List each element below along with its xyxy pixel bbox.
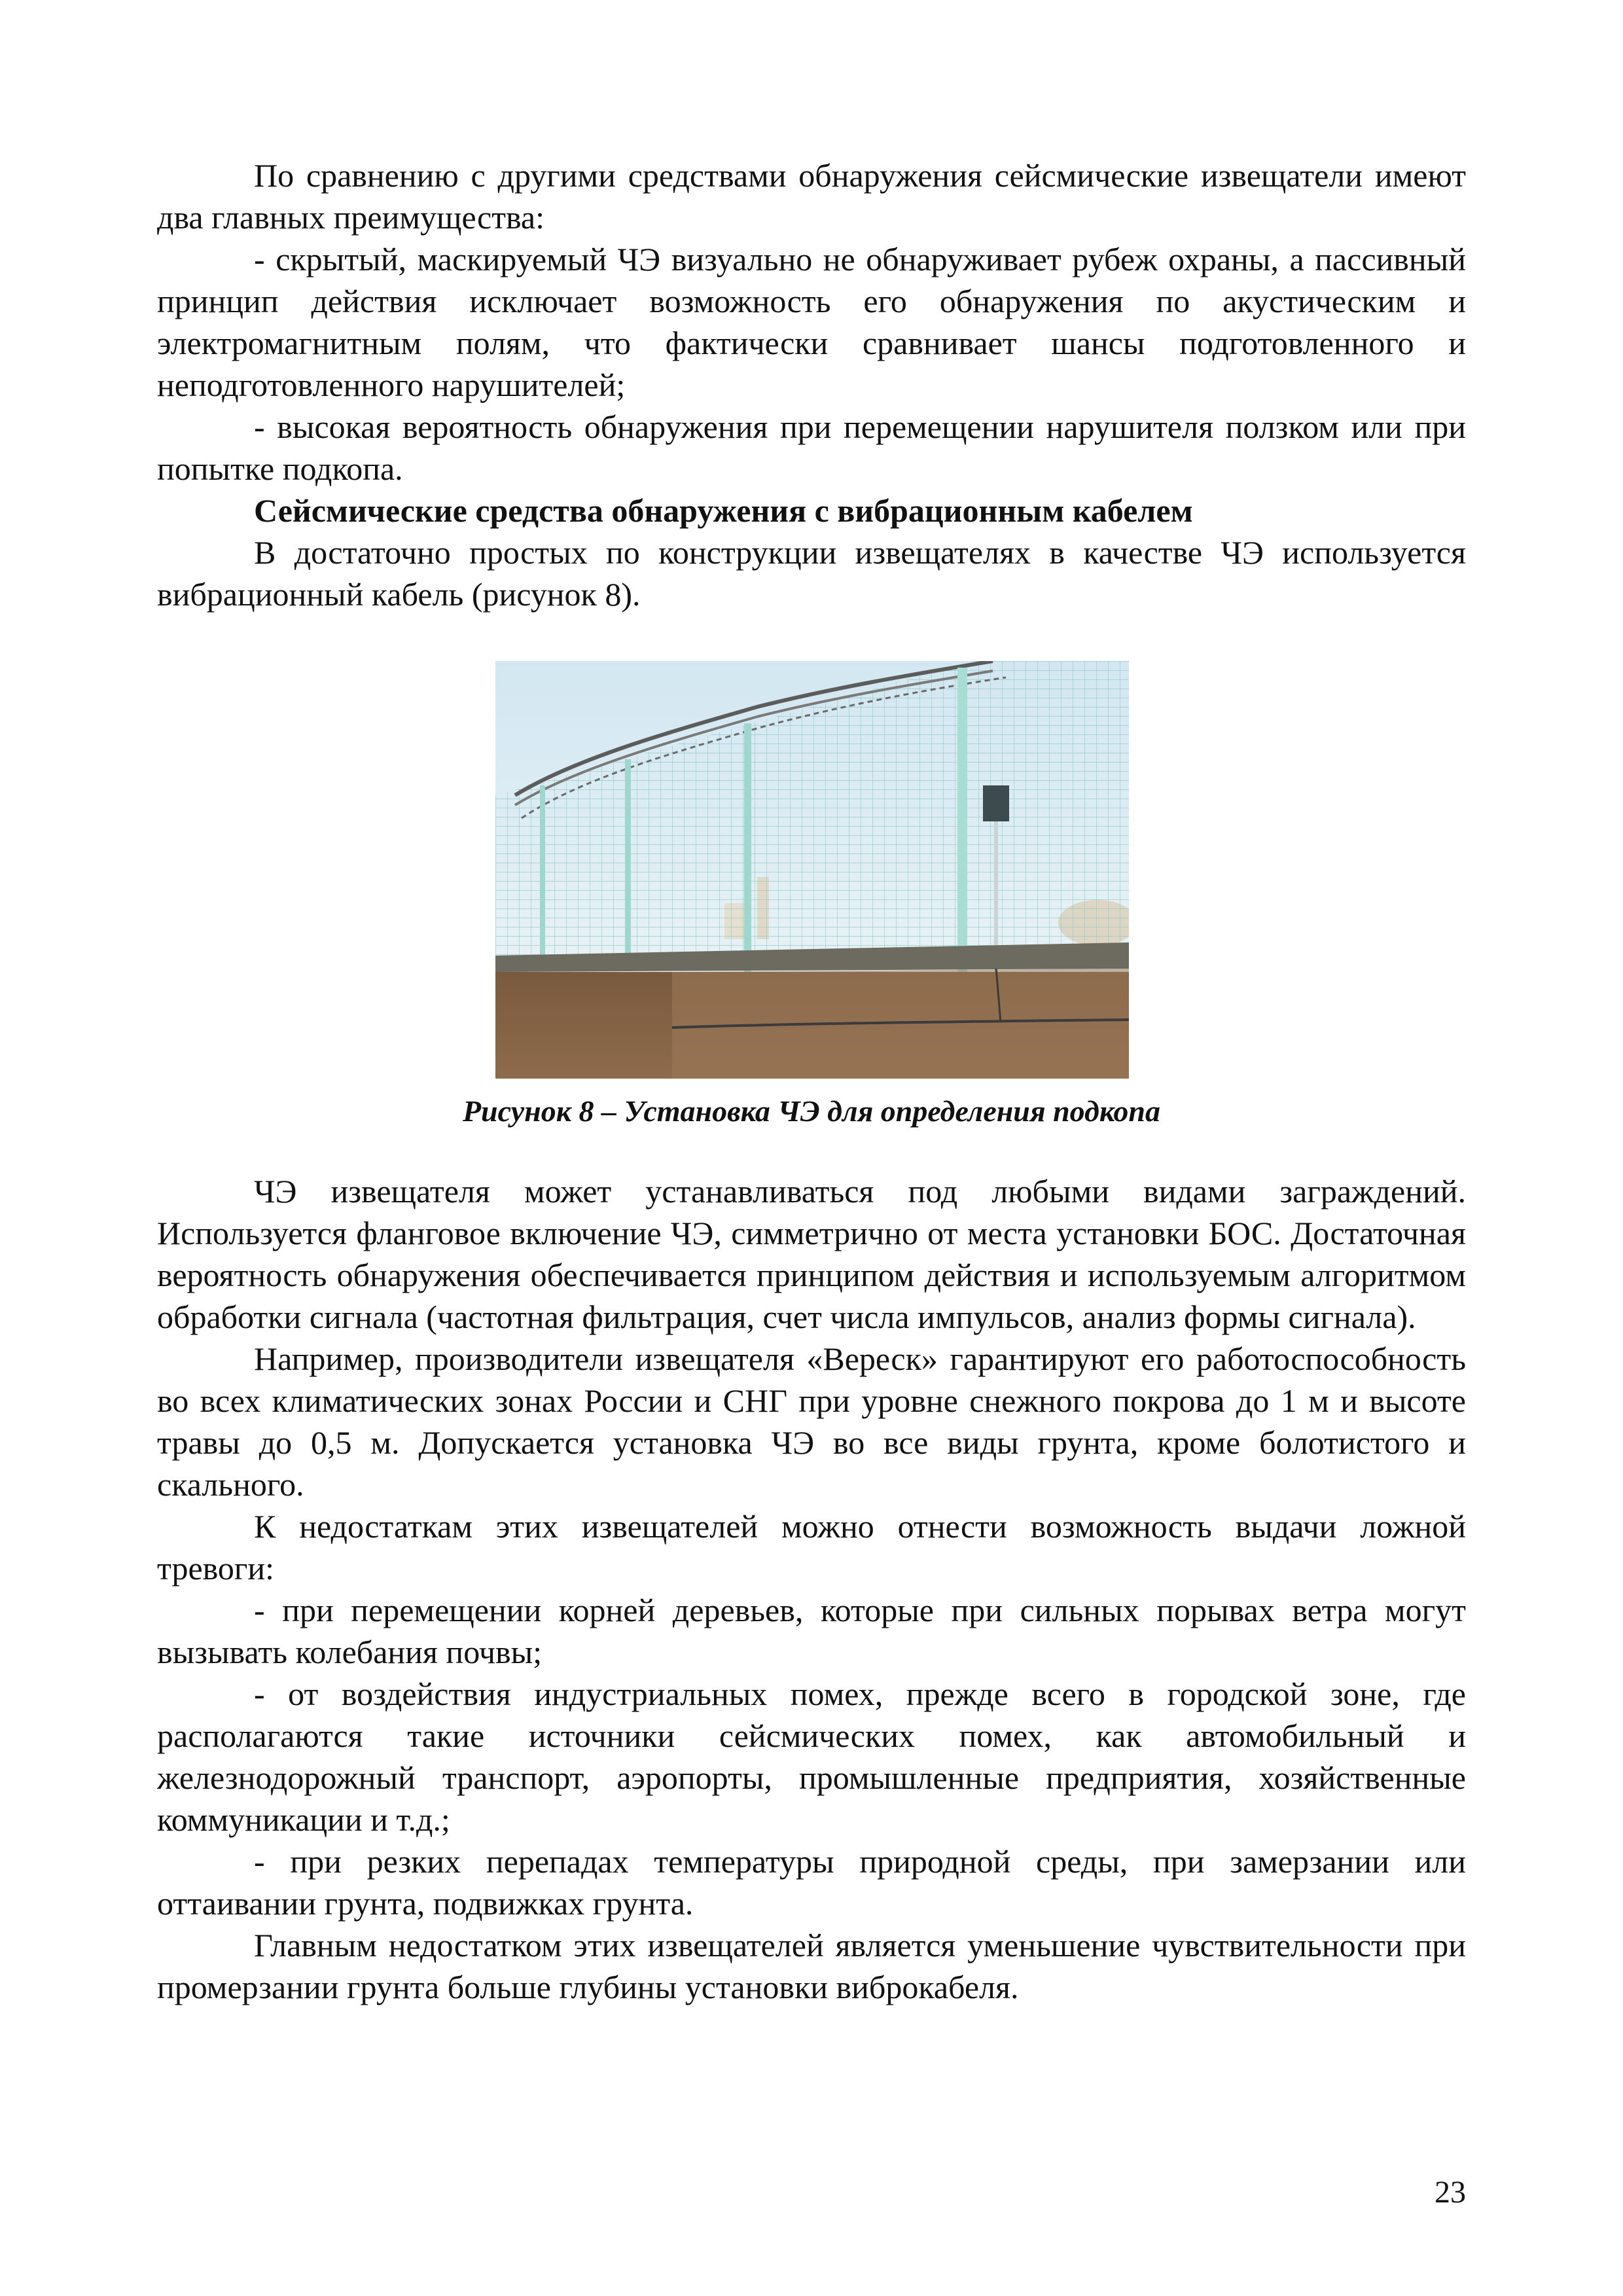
figure-caption: Рисунок 8 – Установка ЧЭ для определения подкопа xyxy=(462,1094,1161,1128)
paragraph: - при резких перепадах температуры природной среды, при замерзании или оттаивании грунта, подвижках грунта. xyxy=(157,1843,1466,1922)
bottom-text-block xyxy=(157,1170,1466,2008)
page-number: 23 xyxy=(1435,2175,1466,2210)
paragraph: - скрытый, маскируемый ЧЭ визуально не обнаруживает рубеж охраны, а пассивный принцип действия исключает возможность его обнаружения по акустическим и электромагнитным полям, что фактически сравнивает шансы подготовленного и неподготовленного нарушителей; xyxy=(157,241,1466,403)
paragraph: - высокая вероятность обнаружения при перемещении нарушителя ползком или при попытке подкопа. xyxy=(157,408,1466,487)
fence-cable-figure xyxy=(495,661,1129,1079)
paragraph: - при перемещении корней деревьев, которые при сильных порывах ветра могут вызывать колебания почвы; xyxy=(157,1592,1466,1670)
paragraph: В достаточно простых по конструкции извещателях в качестве ЧЭ используется вибрационный кабель (рисунок 8). xyxy=(157,534,1466,613)
paragraph: Главным недостатком этих извещателей является уменьшение чувствительности при промерзании грунта больше глубины установки виброкабеля. xyxy=(157,1927,1466,2005)
paragraph: ЧЭ извещателя может устанавливаться под любыми видами заграждений. Используется фланговое включение ЧЭ, симметрично от места установки БОС. Достаточная вероятность обнаружения обеспечивается принципом действия и используемым алгоритмом обработки сигнала (частотная фильтрация, счет числа импульсов, анализ формы сигнала). xyxy=(157,1173,1466,1335)
top-text-block xyxy=(157,154,1466,615)
paragraph: Например, производители извещателя «Вереск» гарантируют его работоспособность во всех климатических зонах России и СНГ при уровне снежного покрова до 1 м и высоте травы до 0,5 м. Допускается установка ЧЭ во все виды грунта, кроме болотистого и скального. xyxy=(157,1340,1466,1503)
paragraph: По сравнению с другими средствами обнаружения сейсмические извещатели имеют два главных преимущества: xyxy=(157,157,1466,236)
paragraph: - от воздействия индустриальных помех, прежде всего в городской зоне, где располагаются такие источники сейсмических помех, как автомобильный и железнодорожный транспорт, аэропорты, промышленные предприятия, хозяйственные коммуникации и т.д.; xyxy=(157,1676,1466,1838)
section-heading: Сейсмические средства обнаружения с вибрационным кабелем xyxy=(254,492,1193,529)
paragraph: К недостаткам этих извещателей можно отнести возможность выдачи ложной тревоги: xyxy=(157,1508,1466,1587)
